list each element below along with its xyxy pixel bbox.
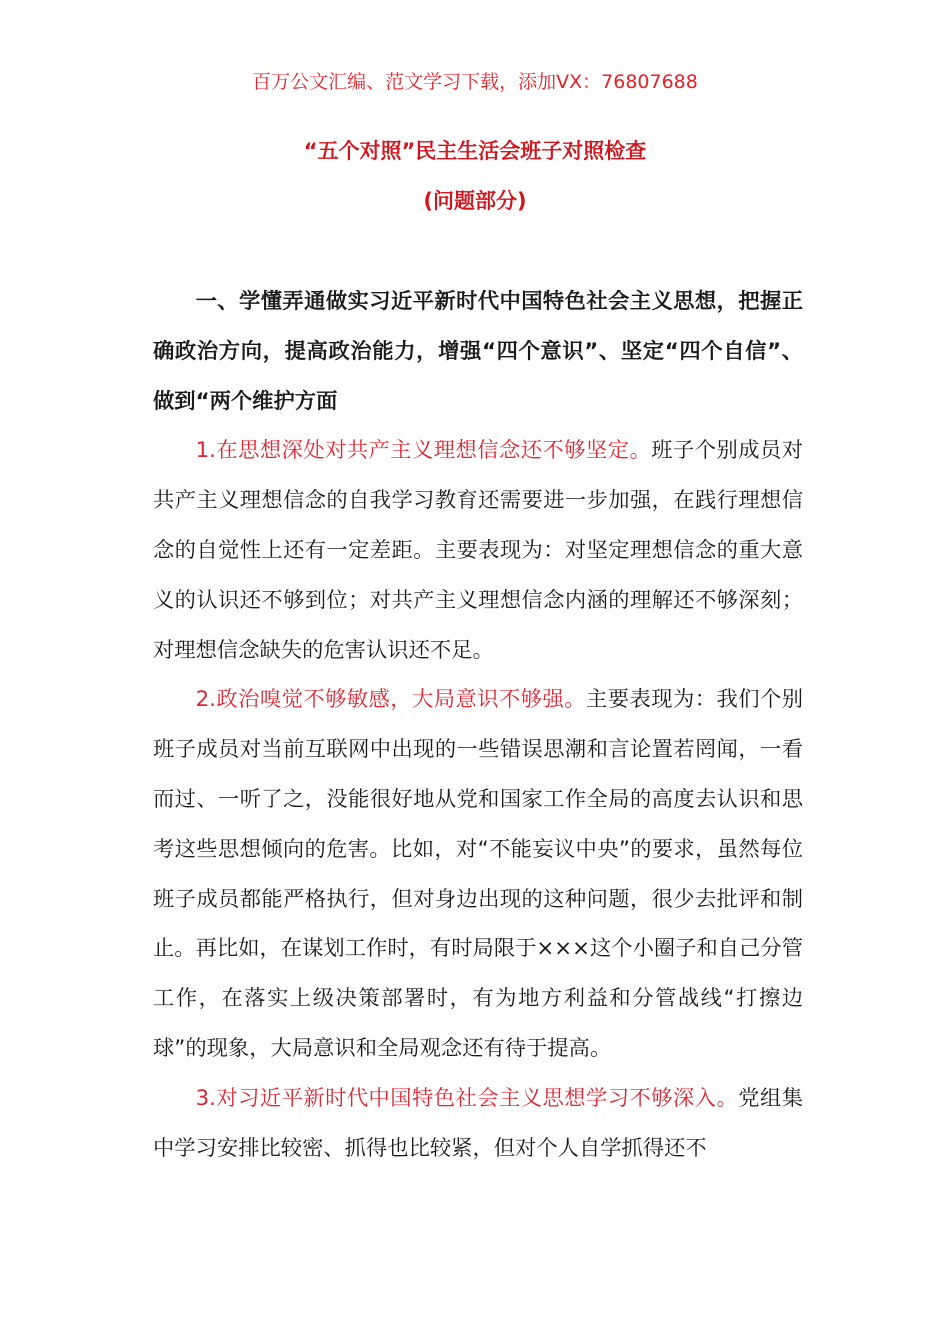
document-title: “五个对照”民主生活会班子对照检查: [303, 139, 647, 163]
point-lead: 1.在思想深处对共产主义理想信念还不够坚定。: [195, 438, 652, 464]
point-text: 主要表现为：我们个别班子成员对当前互联网中出现的一些错误思潮和言论置若罔闻，一看而过、一听了之，没能很好地从党和国家工作全局的高度去认识和思考这些思想倾向的危害。比如，对“不能妄议中央”的要求，虽然每位班子成员都能严格执行，但对身边出现的这种问题，很少去批评和制止。再比如，在谋划工作时，有时局限于×××这个小圈子和自己分管工作，在落实上级决策部署时，有为地方利益和分管战线“打擦边球”的现象，大局意识和全局观念还有待于提高。: [153, 687, 803, 1061]
point-lead: 3.对习近平新时代中国特色社会主义思想学习不够深入。: [195, 1085, 739, 1111]
paragraph-point-2: [153, 675, 803, 1073]
point-lead: 2.政治嗅觉不够敏感，大局意识不够强。: [195, 687, 586, 713]
point-text: 党组集中学习安排比较密、抓得也比较紧，但对个人自学抓得还不: [153, 1085, 803, 1161]
point-text: 班子个别成员对共产主义理想信念的自我学习教育还需要进一步加强，在践行理想信念的自觉性上还有一定差距。主要表现为：对坚定理想信念的重大意义的认识还不够到位；对共产主义理想信念内涵的理解还不够深刻；对理想信念缺失的危害认识还不足。: [153, 438, 803, 663]
document-subtitle: (问题部分): [423, 189, 527, 213]
document-body: [153, 277, 803, 1173]
paragraph-point-1: [153, 426, 803, 675]
paragraph-point-3: [153, 1074, 803, 1174]
promo-banner: 百万公文汇编、范文学习下载，添加VX：76807688: [252, 71, 698, 93]
section-heading: 一、学懂弄通做实习近平新时代中国特色社会主义思想，把握正确政治方向，提高政治能力，增强“四个意识”、坚定“四个自信”、做到“两个维护方面: [153, 289, 803, 414]
